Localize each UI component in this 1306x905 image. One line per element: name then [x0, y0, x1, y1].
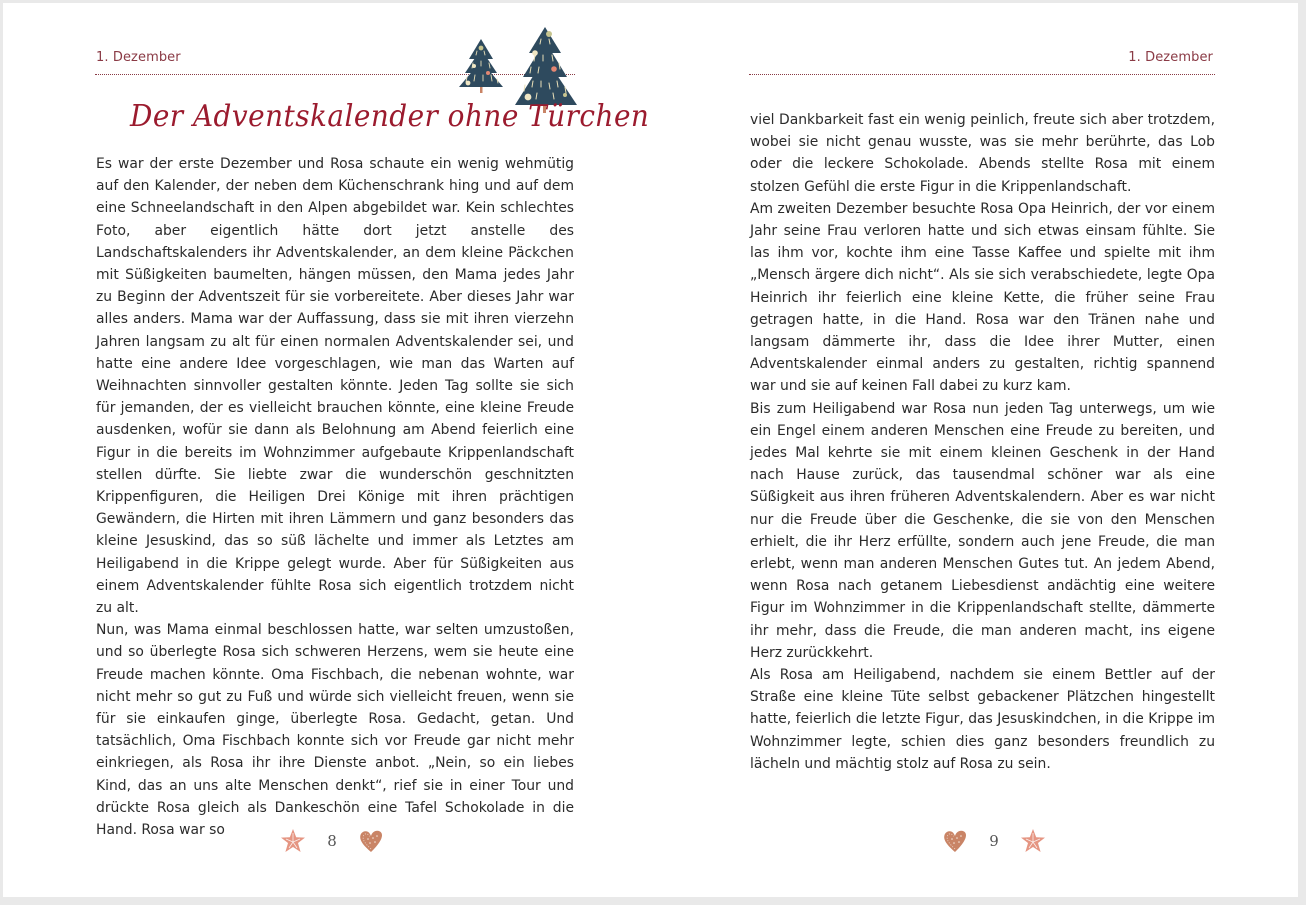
star-cookie-icon [1020, 828, 1046, 854]
paragraph: Bis zum Heiligabend war Rosa nun jeden Tag unterwegs, um wie ein Engel einem anderen Menschen eine Freude zu bereiten, und jedes Mal kehrte sie mit einem kleinen Geschenk in der Hand nach Hause zurück, das tausendmal schöner war als eine Süßigkeit aus ihren früheren Adventskalendern. Aber es war nicht nur die Freude über die Geschenke, die sie von den Menschen erhielt, die ihr Herz erfüllte, sondern auch jene Freude, die man erlebt, wenn man anderen Menschen Gutes tut. An jedem Abend, wenn Rosa nach getanem Liebesdienst andächtig eine weitere Figur im Wohnzimmer in die Krippenlandschaft stellte, dämmerte ihr mehr, dass die Freude, die man anderen macht, ins eigene Herz zurückkehrt. [750, 400, 1215, 661]
christmas-tree-small-icon [459, 39, 503, 93]
paragraph: Als Rosa am Heiligabend, nachdem sie einem Bettler auf der Straße eine kleine Tüte selbst gebackener Plätzchen hingestellt hatte, feierlich die letzte Figur, das Jesuskindchen, in die Krippe im Wohnzimmer legte, schien dies ganz besonders freundlich zu lächeln und mächtig stolz auf Rosa zu sein. [750, 667, 1215, 772]
heart-cookie-icon [358, 828, 384, 854]
running-head: 1. Dezember [96, 50, 181, 65]
paragraph: Es war der erste Dezember und Rosa schaute ein wenig wehmütig auf den Kalender, der neben dem Küchenschrank hing und auf dem eine Schneelandschaft in den Alpen abgebildet war. Kein schlechtes Foto, aber eigentlich hätte dort jetzt anstelle des Landschaftskalenders ihr Adventskalender, an dem kleine Päckchen mit Süßigkeiten baumelten, hängen müssen, den Mama jedes Jahr zu Beginn der Adventszeit für sie vorbereitete. Aber dieses Jahr war alles anders. Mama war der Auffassung, dass sie mit ihren vierzehn Jahren langsam zu alt für einen normalen Adventskalender sei, und hatte eine andere Idee vorgeschlagen, wie man das Warten auf Weihnachten sinnvoller gestalten könnte. Jeden Tag sollte sie sich für jemanden, der es vielleicht brauchen könnte, eine kleine Freude ausdenken, wofür sie dann als Belohnung am Abend feierlich eine Figur in die bereits im Wohnzimmer aufgebaute Krippenlandschaft stellen dürfte. Sie liebte zwar die wunderschön geschnitzten Krippenfiguren, die Heiligen Drei Könige mit ihren prächtigen Gewändern, die Hirten mit ihren Lämmern und ganz besonders das kleine Jesuskind, das so süß lächelte und immer als Letztes am Heiligabend in die Krippe gelegt wurde. Aber für Süßigkeiten aus einem Adventskalender fühlte Rosa sich eigentlich trotzdem nicht zu alt. [96, 156, 574, 617]
folio [280, 826, 384, 856]
page-number: 9 [989, 832, 999, 850]
dotted-divider [749, 74, 1215, 75]
right-page [650, 3, 1298, 897]
book-spread [3, 3, 1298, 897]
paragraph: Am zweiten Dezember besuchte Rosa Opa Heinrich, der vor einem Jahr seine Frau verloren hatte und sich etwas einsam fühlte. Sie las ihm vor, kochte ihm eine Tasse Kaffee und spielte mit ihm „Mensch ärgere dich nicht“. Als sie sich verabschiedete, legte Opa Heinrich ihr feierlich eine kleine Kette, die früher seine Frau getragen hatte, in die Hand. Rosa war den Tränen nahe und langsam dämmerte ihr, dass die Idee ihrer Mutter, einen Adventskalender einmal anders zu gestalten, richtig spannend war und sie auf keinen Fall dabei zu kurz kam. [750, 200, 1215, 395]
paragraph: viel Dankbarkeit fast ein wenig peinlich, freute sich aber trotzdem, wobei sie nicht genau wusste, was sie mehr berührte, das Lob oder die leckere Schokolade. Abends stellte Rosa mit einem stolzen Gefühl die erste Figur in die Krippenlandschaft. [750, 112, 1215, 195]
body-text [96, 153, 574, 841]
running-head: 1. Dezember [1128, 50, 1213, 65]
left-page [3, 3, 650, 897]
heart-cookie-icon [942, 828, 968, 854]
paragraph: Nun, was Mama einmal beschlossen hatte, war selten umzustoßen, und so überlegte Rosa sich schweren Herzens, wem sie heute eine Freude machen könnte. Oma Fischbach, die nebenan wohnte, war nicht mehr so gut zu Fuß und würde sich vielleicht freuen, wenn sie für sie einkaufen ginge, überlegte Rosa. Gedacht, getan. Und tatsächlich, Oma Fischbach konnte sich vor Freude gar nicht mehr einkriegen, als Rosa ihr ihre Dienste anbot. „Nein, so ein liebes Kind, das an uns alte Menschen denkt“, rief sie in einer Tour und drückte Rosa gleich als Dankeschön eine Tafel Schokolade in die Hand. Rosa war so [96, 622, 574, 839]
folio [942, 826, 1046, 856]
chapter-title: Der Adventskalender ohne Türchen [130, 99, 650, 134]
body-text [750, 109, 1215, 775]
page-number: 8 [327, 832, 337, 850]
star-cookie-icon [280, 828, 306, 854]
